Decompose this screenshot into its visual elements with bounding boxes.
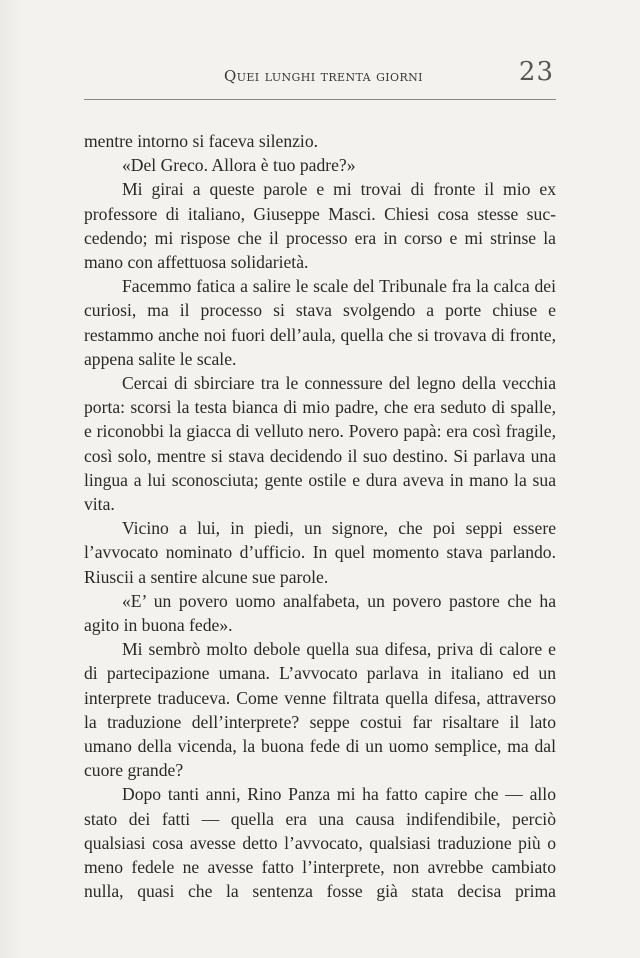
paragraph: Cercai di sbirciare tra le connessure del legno della vecchia porta: scorsi la testa bianca di mio padre, che era seduto di spalle, e riconobbi la giacca di velluto nero. Povero papà: era così fragile, così solo, mentre si stava decidendo il suo destino. Si parlava una lingua a lui sconosciuta; gente ostile e dura aveva in mano la sua vita. <box>84 373 556 515</box>
running-title: Quei lunghi trenta giorni <box>224 67 423 85</box>
page-number: 23 <box>518 57 554 87</box>
running-head <box>84 57 556 94</box>
paragraph: Mi sembrò molto debole quella sua difesa, priva di calore e di partecipazione umana. L’avvocato parlava in italiano ed un interprete traduceva. Come venne filtrata quella difesa, attraverso la traduzione dell’interprete? seppe costui far risaltare il lato umano della vicenda, la buona fede di un uomo semplice, ma dal cuore grande? <box>84 639 556 781</box>
paragraph: Facemmo fatica a salire le scale del Tribunale fra la calca dei curiosi, ma il processo si stava svolgendo a porte chiuse e restammo anche noi fuori dell’aula, quella che si trovava di fronte, appena salite le scale. <box>84 276 556 369</box>
paragraph: «E’ un povero uomo analfabeta, un povero pastore che ha agito in buona fede». <box>84 590 556 636</box>
body-text <box>84 129 556 904</box>
header-rule <box>84 99 556 100</box>
paragraph: mentre intorno si faceva silenzio. <box>84 131 319 151</box>
paragraph: Dopo tanti anni, Rino Panza mi ha fatto capire che — allo stato dei fatti — quella era una causa indifendibile, perciò qualsiasi cosa avesse detto l’avvocato, qualsiasi traduzione più o meno fedele ne avesse fatto l’interprete, non avrebbe cambiato nulla, quasi che la sentenza fosse già stata decisa prima <box>84 784 556 902</box>
paragraph: «Del Greco. Allora è tuo padre?» <box>122 155 356 176</box>
paragraph: Mi girai a queste parole e mi trovai di fronte il mio ex professore di italiano, Giuseppe Masci. Chiesi cosa stesse succedendo; mi rispose che il processo era in corso e mi strinse la mano con affettuosa solidarietà. <box>84 179 556 273</box>
paragraph: Vicino a lui, in piedi, un signore, che poi seppi essere l’avvocato nominato d’ufficio. In quel momento stava parlando. Riuscii a sentire alcune sue parole. <box>84 518 556 587</box>
